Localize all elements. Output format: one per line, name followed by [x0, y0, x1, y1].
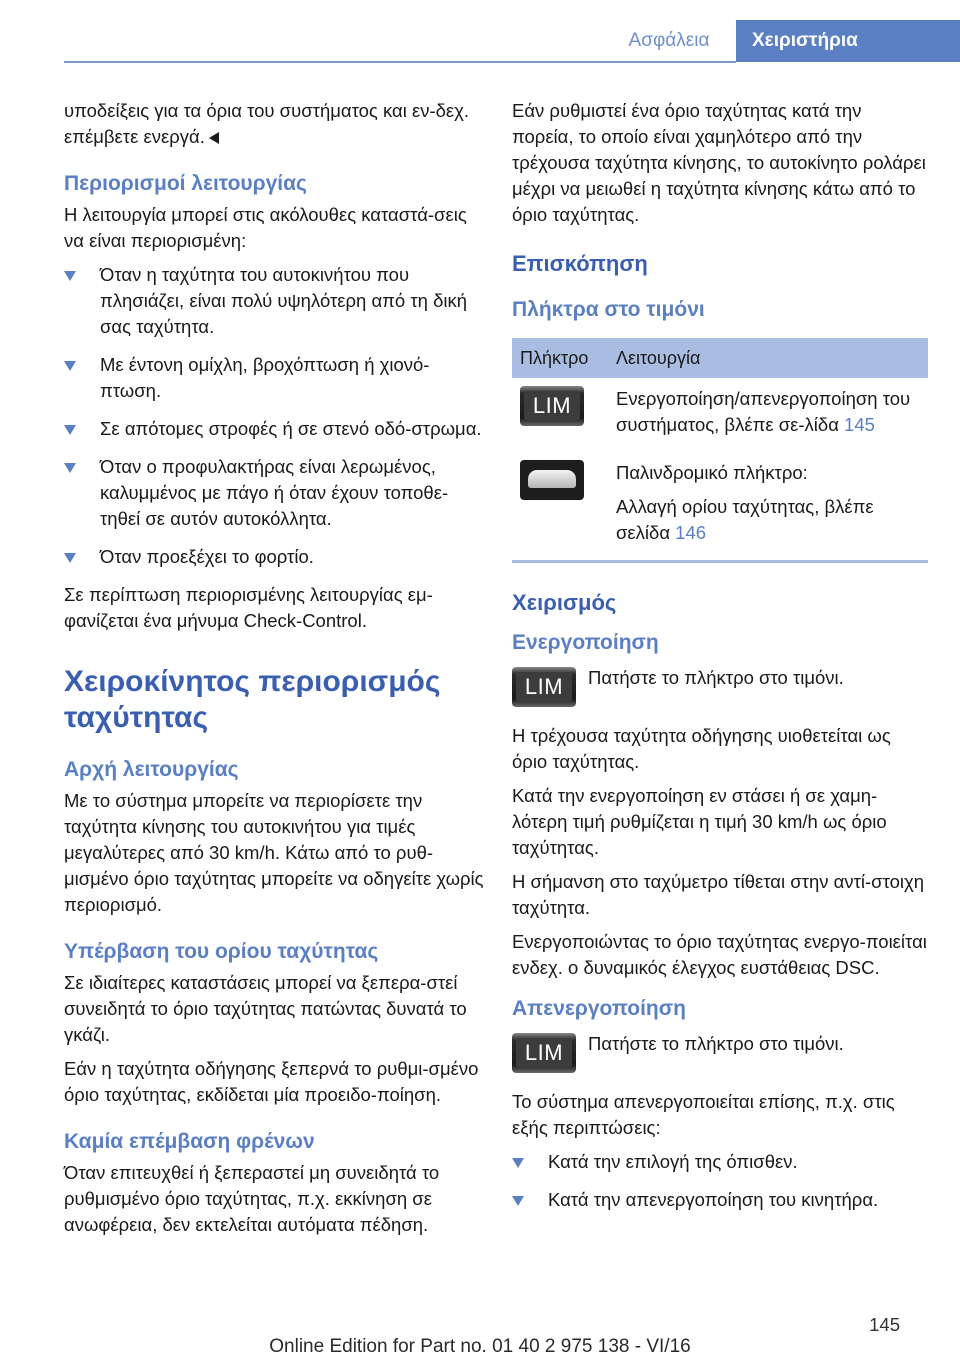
triangle-bullet-icon	[64, 553, 76, 563]
list-item: Όταν η ταχύτητα του αυτοκινήτου που πλησιάζει, είναι πολύ υψηλότερη από τη δική σας ταχύτητα.	[64, 262, 484, 340]
manual-limiter-heading: Χειροκίνητος περιορισμός ταχύτητας	[64, 665, 441, 734]
header-rule	[64, 61, 736, 63]
intro-text: υποδείξεις για τα όρια του συστήματος και εν-δεχ. επέμβετε ενεργά.	[64, 100, 470, 147]
row2-description: Αλλαγή ορίου ταχύτητας, βλέπε σελίδα	[616, 496, 874, 543]
left-column	[64, 98, 484, 1246]
table-row	[512, 452, 928, 562]
limits-note: Σε περίπτωση περιορισμένης λειτουργίας εμ-φανίζεται ένα μήνυμα Check-Control.	[64, 584, 433, 631]
activate-press-text: Πατήστε το πλήκτρο στο τιμόνι.	[588, 667, 844, 688]
deactivate-instruction	[512, 1031, 928, 1073]
overview-heading: Επισκόπηση	[512, 251, 648, 276]
lim-button-icon: LIM	[512, 1033, 576, 1073]
deactivate-list	[512, 1149, 928, 1213]
triangle-bullet-icon	[64, 425, 76, 435]
exceed-text-1: Σε ιδιαίτερες καταστάσεις μπορεί να ξεπερα-στεί συνειδητά το όριο ταχύτητας πατώντας δυνατά το γκάζι.	[64, 972, 467, 1045]
section-title: Ασφάλεια	[628, 30, 710, 51]
deactivate-press-text: Πατήστε το πλήκτρο στο τιμόνι.	[588, 1033, 844, 1054]
end-mark-icon	[209, 132, 219, 144]
page-footer	[0, 1310, 960, 1362]
col-function-header: Λειτουργία	[608, 338, 928, 378]
exceed-heading: Υπέρβαση του ορίου ταχύτητας	[64, 940, 379, 963]
lim-button-icon: LIM	[520, 386, 584, 426]
list-item: Κατά την επιλογή της όπισθεν.	[512, 1149, 928, 1175]
limits-heading: Περιορισμοί λειτουργίας	[64, 172, 307, 195]
row2-title: Παλινδρομικό πλήκτρο:	[616, 462, 808, 483]
rocker-switch-icon	[520, 460, 584, 500]
triangle-bullet-icon	[64, 361, 76, 371]
exceed-text-2: Εάν η ταχύτητα οδήγησης ξεπερνά το ρυθμι-σμένο όριο ταχύτητας, εκδίδεται μία προειδο-ποίηση.	[64, 1058, 479, 1105]
chapter-tab: Χειριστήρια	[736, 20, 960, 62]
page-number: 145	[869, 1314, 900, 1335]
principle-heading: Αρχή λειτουργίας	[64, 758, 239, 781]
page-link-145[interactable]: 145	[844, 414, 875, 435]
table-header-row	[512, 338, 928, 378]
page-link-146[interactable]: 146	[675, 522, 707, 543]
col-key-header: Πλήκτρο	[512, 338, 608, 378]
activate-text-3: Η σήμανση στο ταχύμετρο τίθεται στην αντί-στοιχη ταχύτητα.	[512, 871, 925, 918]
limits-text: Η λειτουργία μπορεί στις ακόλουθες καταστά-σεις να είναι περιορισμένη:	[64, 204, 467, 251]
operation-heading: Χειρισμός	[512, 590, 617, 615]
brake-heading: Καμία επέμβαση φρένων	[64, 1130, 315, 1153]
edition-text: Online Edition for Part no. 01 40 2 975 138 - VI/16	[269, 1336, 691, 1357]
brake-text: Όταν επιτευχθεί ή ξεπεραστεί μη συνειδητά το ρυθμισμένο όριο ταχύτητας, π.χ. εκκίνηση σε ανωφέρεια, δεν εκτελείται αυτόματα πέδηση.	[64, 1162, 440, 1235]
limits-list	[64, 262, 484, 570]
activate-text-4: Ενεργοποιώντας το όριο ταχύτητας ενεργο-ποιείται ενδεχ. ο δυναμικός έλεγχος ευστάθειας DSC.	[512, 931, 927, 978]
triangle-bullet-icon	[64, 271, 76, 281]
keys-heading: Πλήκτρα στο τιμόνι	[512, 298, 705, 321]
list-item: Κατά την απενεργοποίηση του κινητήρα.	[512, 1187, 928, 1213]
list-item: Όταν προεξέχει το φορτίο.	[64, 544, 484, 570]
right-column	[512, 98, 928, 1225]
activate-instruction	[512, 665, 928, 707]
principle-text: Με το σύστημα μπορείτε να περιορίσετε την ταχύτητα κίνησης του αυτοκινήτου για τιμές μεγαλύτερες από 30 km/h. Κάτω από το ρυθ-μισμένο όριο ταχύτητας μπορείτε να οδηγείτε χωρίς περιορισμό.	[64, 790, 484, 915]
keys-table	[512, 338, 928, 563]
activate-text-2: Κατά την ενεργοποίηση εν στάσει ή σε χαμη-λότερη τιμή ρυθμίζεται η τιμή 30 km/h ως όριο ταχύτητας.	[512, 785, 887, 858]
activate-heading: Ενεργοποίηση	[512, 631, 659, 654]
page-header	[0, 20, 960, 62]
list-item: Σε απότομες στροφές ή σε στενό οδό-στρωμα.	[64, 416, 484, 442]
row1-description: Ενεργοποίηση/απενεργοποίηση του συστήματος, βλέπε σε-λίδα	[616, 388, 911, 435]
list-item: Όταν ο προφυλακτήρας είναι λερωμένος, καλυμμένος με πάγο ή όταν έχουν τοποθε-τηθεί σε αυτόν αυτοκόλλητα.	[64, 454, 484, 532]
rolling-text: Εάν ρυθμιστεί ένα όριο ταχύτητας κατά την πορεία, το οποίο είναι χαμηλότερο από την τρέχουσα ταχύτητα κίνησης, το αυτοκίνητο ρολάρει μέχρι να μειωθεί η ταχύτητα κίνησης κάτω από το όριο ταχύτητας.	[512, 100, 926, 225]
lim-button-icon: LIM	[512, 667, 576, 707]
activate-text-1: Η τρέχουσα ταχύτητα οδήγησης υιοθετείται ως όριο ταχύτητας.	[512, 725, 891, 772]
triangle-bullet-icon	[512, 1196, 524, 1206]
triangle-bullet-icon	[64, 463, 76, 473]
triangle-bullet-icon	[512, 1158, 524, 1168]
list-item: Με έντονη ομίχλη, βροχόπτωση ή χιονό-πτωση.	[64, 352, 484, 404]
deactivate-heading: Απενεργοποίηση	[512, 997, 686, 1020]
table-row	[512, 378, 928, 452]
deactivate-text: Το σύστημα απενεργοποιείται επίσης, π.χ. στις εξής περιπτώσεις:	[512, 1091, 895, 1138]
